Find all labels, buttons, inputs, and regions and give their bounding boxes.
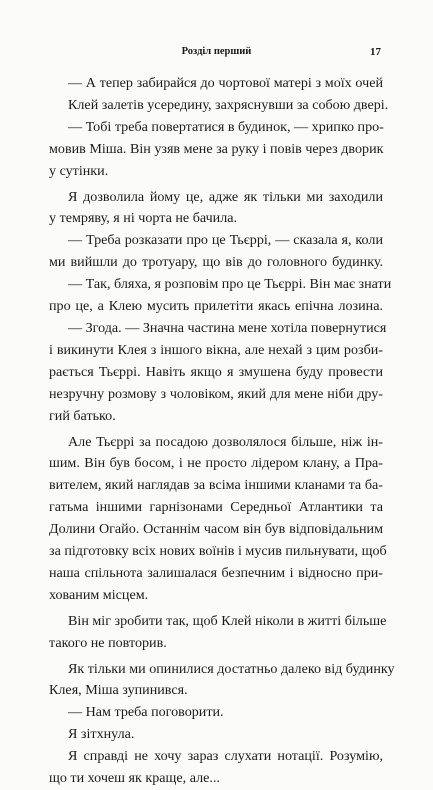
text-line: — А тепер забирайся до чортової матері з моїх очей [68, 75, 383, 91]
text-line: вителем, який наглядав за всіма іншими кланами та ба- [49, 477, 383, 494]
text-line: наша спільнота залишалася безпечним і відносно при- [49, 564, 383, 581]
text-line: — Нам треба поговорити. [68, 704, 224, 721]
text-line: що ти хочеш як краще, але... [49, 770, 220, 787]
text-line: у сутінки. [49, 162, 109, 179]
text-line: ми вийшли до тротуару, що вів до головного будинку. [49, 254, 383, 271]
text-line: за підготовку всіх нових воїнів і мусив пильнувати, щоб [49, 543, 387, 560]
text-line: такого не повторив. [49, 634, 167, 651]
text-line: Але Тьєррі за посадою дозволялося більше, ніж ін- [68, 433, 383, 450]
body-text [49, 73, 395, 790]
text-line: — Так, бляха, я розповім про це Тьєррі. Він має знати [68, 276, 392, 293]
text-line: хованим місцем. [49, 586, 149, 603]
text-line: гатьма іншими гарнізонами Середньої Атлантики та [49, 499, 383, 516]
text-line: у темряву, я ні чорта не бачила. [49, 210, 238, 227]
text-line: — Треба розказати про це Тьєррі, — сказала я, коли [68, 232, 383, 249]
text-line: Клей залетів усередину, захряснувши за собою двері. [68, 96, 389, 113]
chapter-title: Розділ перший [181, 46, 252, 57]
text-line: Клея, Міша зупинився. [49, 682, 188, 699]
text-line: Він міг зробити так, щоб Клей ніколи в житті більше [68, 612, 387, 629]
text-line: гий батько. [49, 407, 116, 424]
text-line: Я дозволила йому це, адже як тільки ми заходили [68, 188, 383, 205]
text-line: шим. Він був босом, і не просто лідером клану, а Пра- [49, 455, 383, 472]
text-line: незручну розмову з чоловіком, який для мене ніби дру- [49, 385, 383, 402]
text-line: Як тільки ми опинилися достатньо далеко від будинку [68, 660, 395, 677]
text-line: Я справді не хочу зараз слухати нотації. Розумію, [68, 748, 383, 765]
text-line: мовив Міша. Він узяв мене за руку і повів через дворик [49, 140, 384, 157]
text-line: про це, а Клею мусить прилетіти якась епічна лозина. [49, 298, 383, 315]
text-line: — Згода. — Значна частина мене хотіла повернутися [68, 319, 387, 336]
text-line: рається Тьєррі. Навіть якщо я змушена буду провести [49, 363, 383, 380]
text-line: — Тобі треба повертатися в будинок, — хрипко про- [68, 118, 384, 135]
page-number: 17 [370, 46, 381, 58]
text-line: Долини Огайо. Останнім часом він був відповідальним [49, 521, 383, 538]
running-header [0, 46, 433, 62]
text-line: Я зітхнула. [68, 726, 135, 743]
text-line: і викинути Клея з іншого вікна, але нехай з цим розби- [49, 341, 383, 358]
